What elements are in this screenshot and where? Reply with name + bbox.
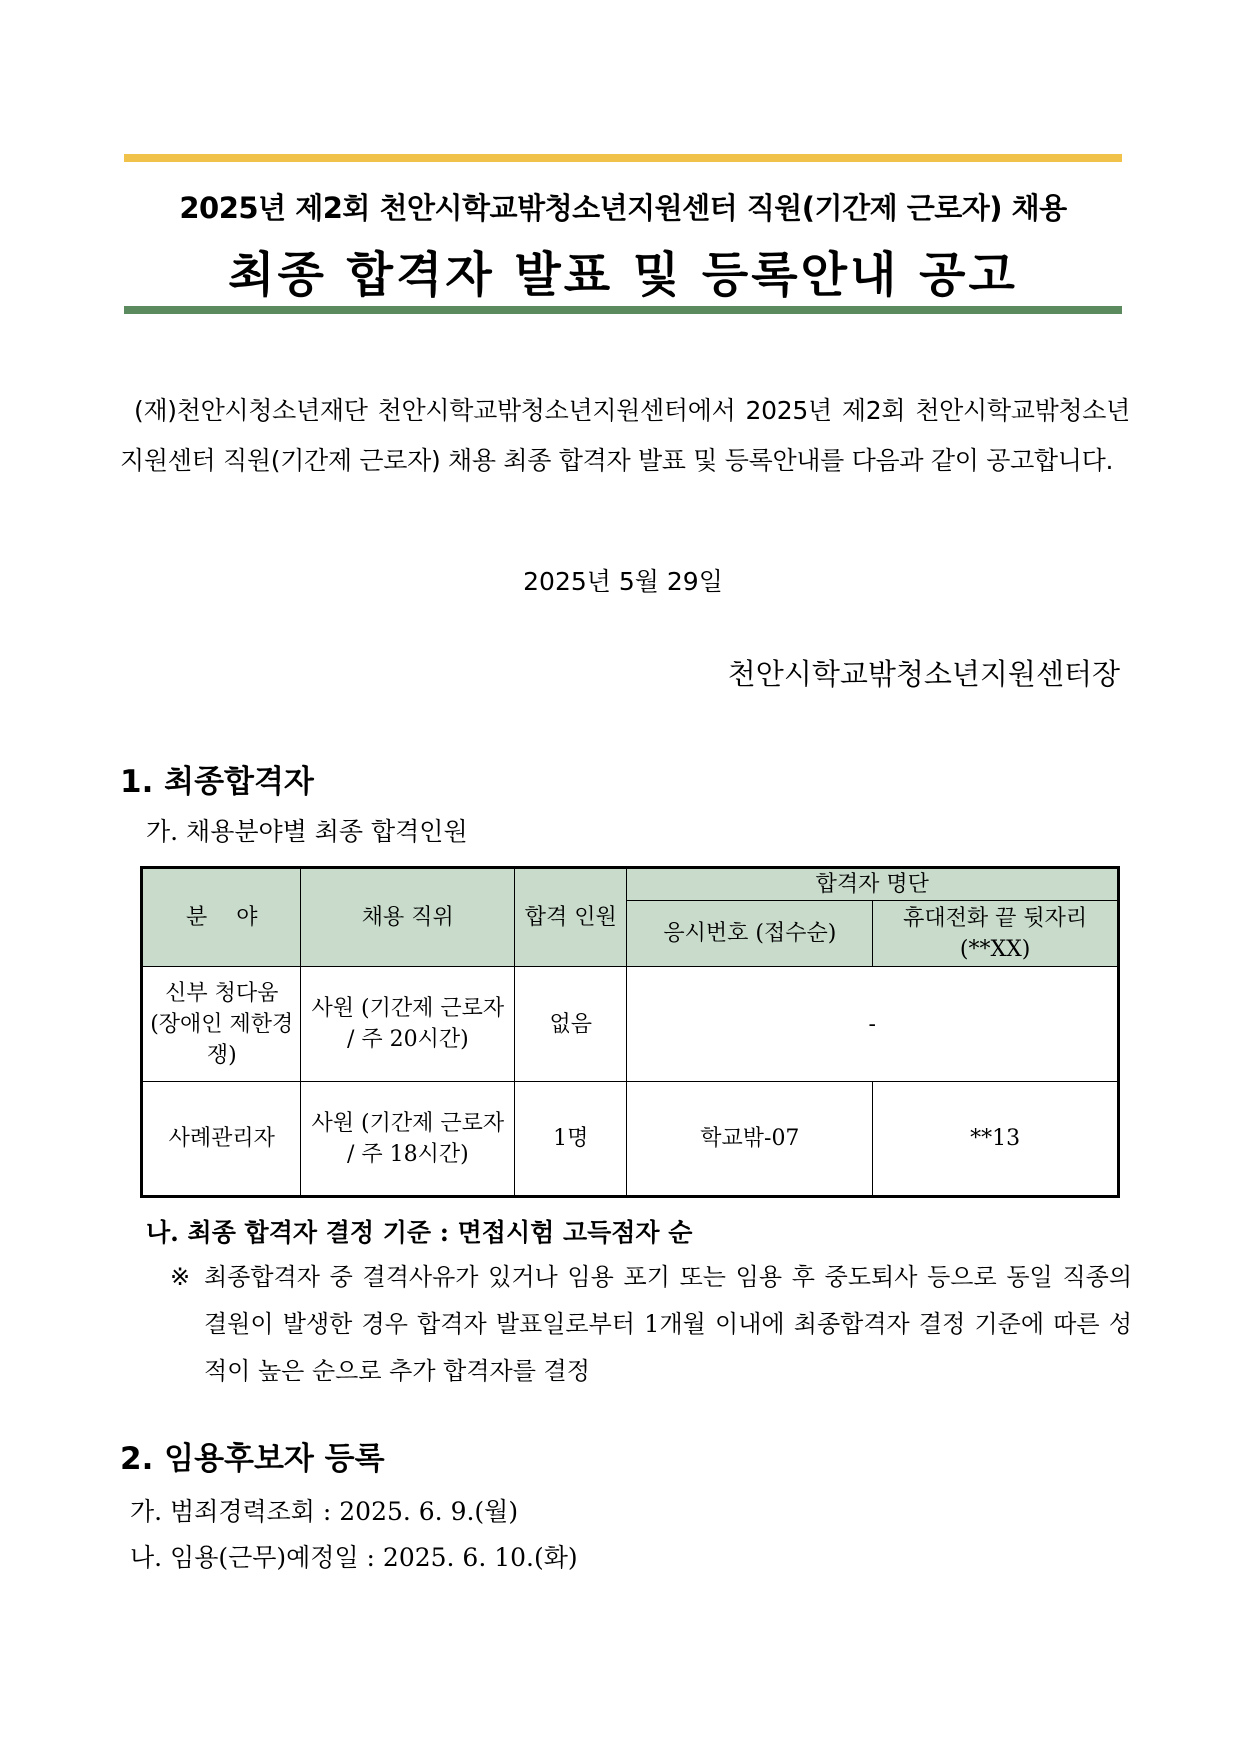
additional-pass-note [170,1254,1132,1395]
row-phone-suffix: **13 [873,1082,1119,1197]
header-top-bar [124,154,1122,162]
col-exam-header: 응시번호 (접수순) [627,901,873,967]
col-position-header: 채용 직위 [301,868,515,967]
row-count: 1명 [515,1082,627,1197]
section1-sub-a: 가. 채용분야별 최종 합격인원 [146,817,468,846]
row-field: 사례관리자 [142,1082,301,1197]
section2-item-b: 나. 임용(근무)예정일 : 2025. 6. 10.(화) [130,1543,578,1572]
section1-sub-b: 나. 최종 합격자 결정 기준 : 면접시험 고득점자 순 [146,1218,693,1247]
notice-subtitle: 2025년 제2회 천안시학교밖청소년지원센터 직원(기간제 근로자) 채용 [179,191,1067,225]
section2-heading: 2. 임용후보자 등록 [120,1441,385,1477]
header-bottom-bar [124,306,1122,314]
row-position: 사원 (기간제 근로자 / 주 20시간) [301,967,515,1082]
note-mark: ※ [170,1263,191,1291]
row-count: 없음 [515,967,627,1082]
final-pass-table [140,866,1120,1198]
col-phone-header: 휴대전화 끝 뒷자리(**XX) [873,901,1119,967]
intro-paragraph: (재)천안시청소년재단 천안시학교밖청소년지원센터에서 2025년 제2회 천안시학교밖청소년지원센터 직원(기간제 근로자) 채용 최종 합격자 발표 및 등록안내를 다음과 같이 공고합니다. [120,396,1130,475]
note-text: 최종합격자 중 결격사유가 있거나 임용 포기 또는 임용 후 중도퇴사 등으로 동일 직종의 결원이 발생한 경우 합격자 발표일로부터 1개월 이내에 최종합격자 결정 기준에 따른 성적이 높은 순으로 추가 합격자를 결정 [204,1263,1132,1385]
col-list-header: 합격자 명단 [627,868,1119,901]
notice-title: 최종 합격자 발표 및 등록안내 공고 [228,247,1018,303]
row-exam-number: 학교밖-07 [627,1082,873,1197]
notice-date: 2025년 5월 29일 [523,567,723,596]
row-merged-list: - [627,967,1119,1082]
col-count-header: 합격 인원 [515,868,627,967]
section1-heading: 1. 최종합격자 [120,764,314,800]
table-row [142,967,1119,1082]
row-position: 사원 (기간제 근로자 / 주 18시간) [301,1082,515,1197]
notice-signer: 천안시학교밖청소년지원센터장 [727,657,1120,691]
section2-item-a: 가. 범죄경력조회 : 2025. 6. 9.(월) [130,1497,519,1526]
col-field-header: 분 야 [142,868,301,967]
row-field: 신부 청다움 (장애인 제한경쟁) [142,967,301,1082]
table-row [142,1082,1119,1197]
